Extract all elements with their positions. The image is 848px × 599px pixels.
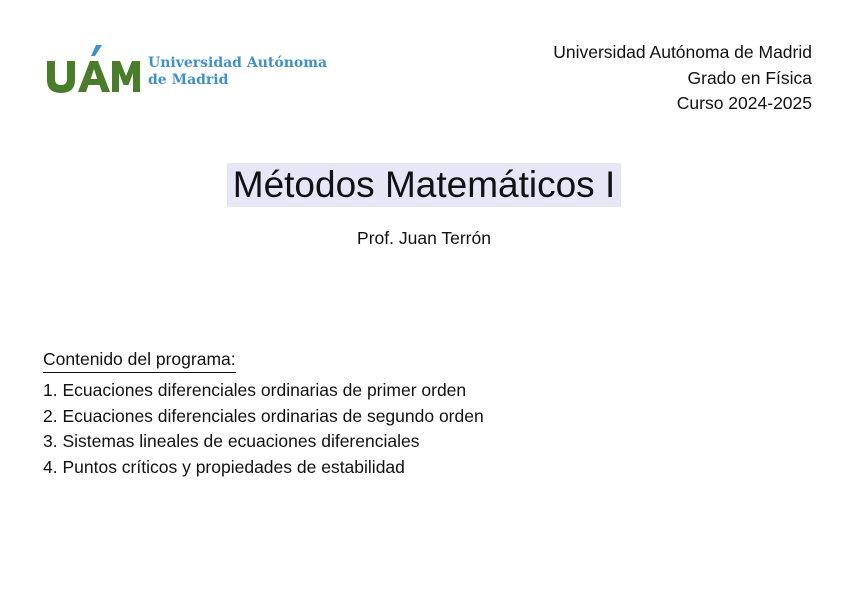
contents-heading: Contenido del programa: — [43, 348, 236, 373]
program-contents — [43, 348, 484, 480]
logo-name-line2: de Madrid — [148, 72, 229, 88]
title-container — [0, 163, 848, 207]
degree-name: Grado en Física — [687, 67, 812, 88]
uam-logo-icon — [44, 44, 144, 96]
course-year: Curso 2024-2025 — [676, 93, 812, 113]
author-name: Prof. Juan Terrón — [357, 228, 491, 248]
contents-item: 1. Ecuaciones diferenciales ordinarias de primer orden — [43, 380, 467, 400]
institution-block — [553, 40, 812, 117]
contents-list — [43, 378, 484, 480]
contents-item: 2. Ecuaciones diferenciales ordinarias de segundo orden — [43, 405, 484, 426]
university-logo-text — [148, 51, 327, 89]
contents-item: 3. Sistemas lineales de ecuaciones diferenciales — [43, 431, 420, 451]
document-title: Métodos Matemáticos I — [227, 163, 621, 207]
logo-name-line1: Universidad Autónoma — [148, 55, 328, 71]
uam-logo — [44, 44, 327, 96]
university-name: Universidad Autónoma de Madrid — [553, 42, 812, 62]
contents-item: 4. Puntos críticos y propiedades de estabilidad — [43, 456, 405, 477]
